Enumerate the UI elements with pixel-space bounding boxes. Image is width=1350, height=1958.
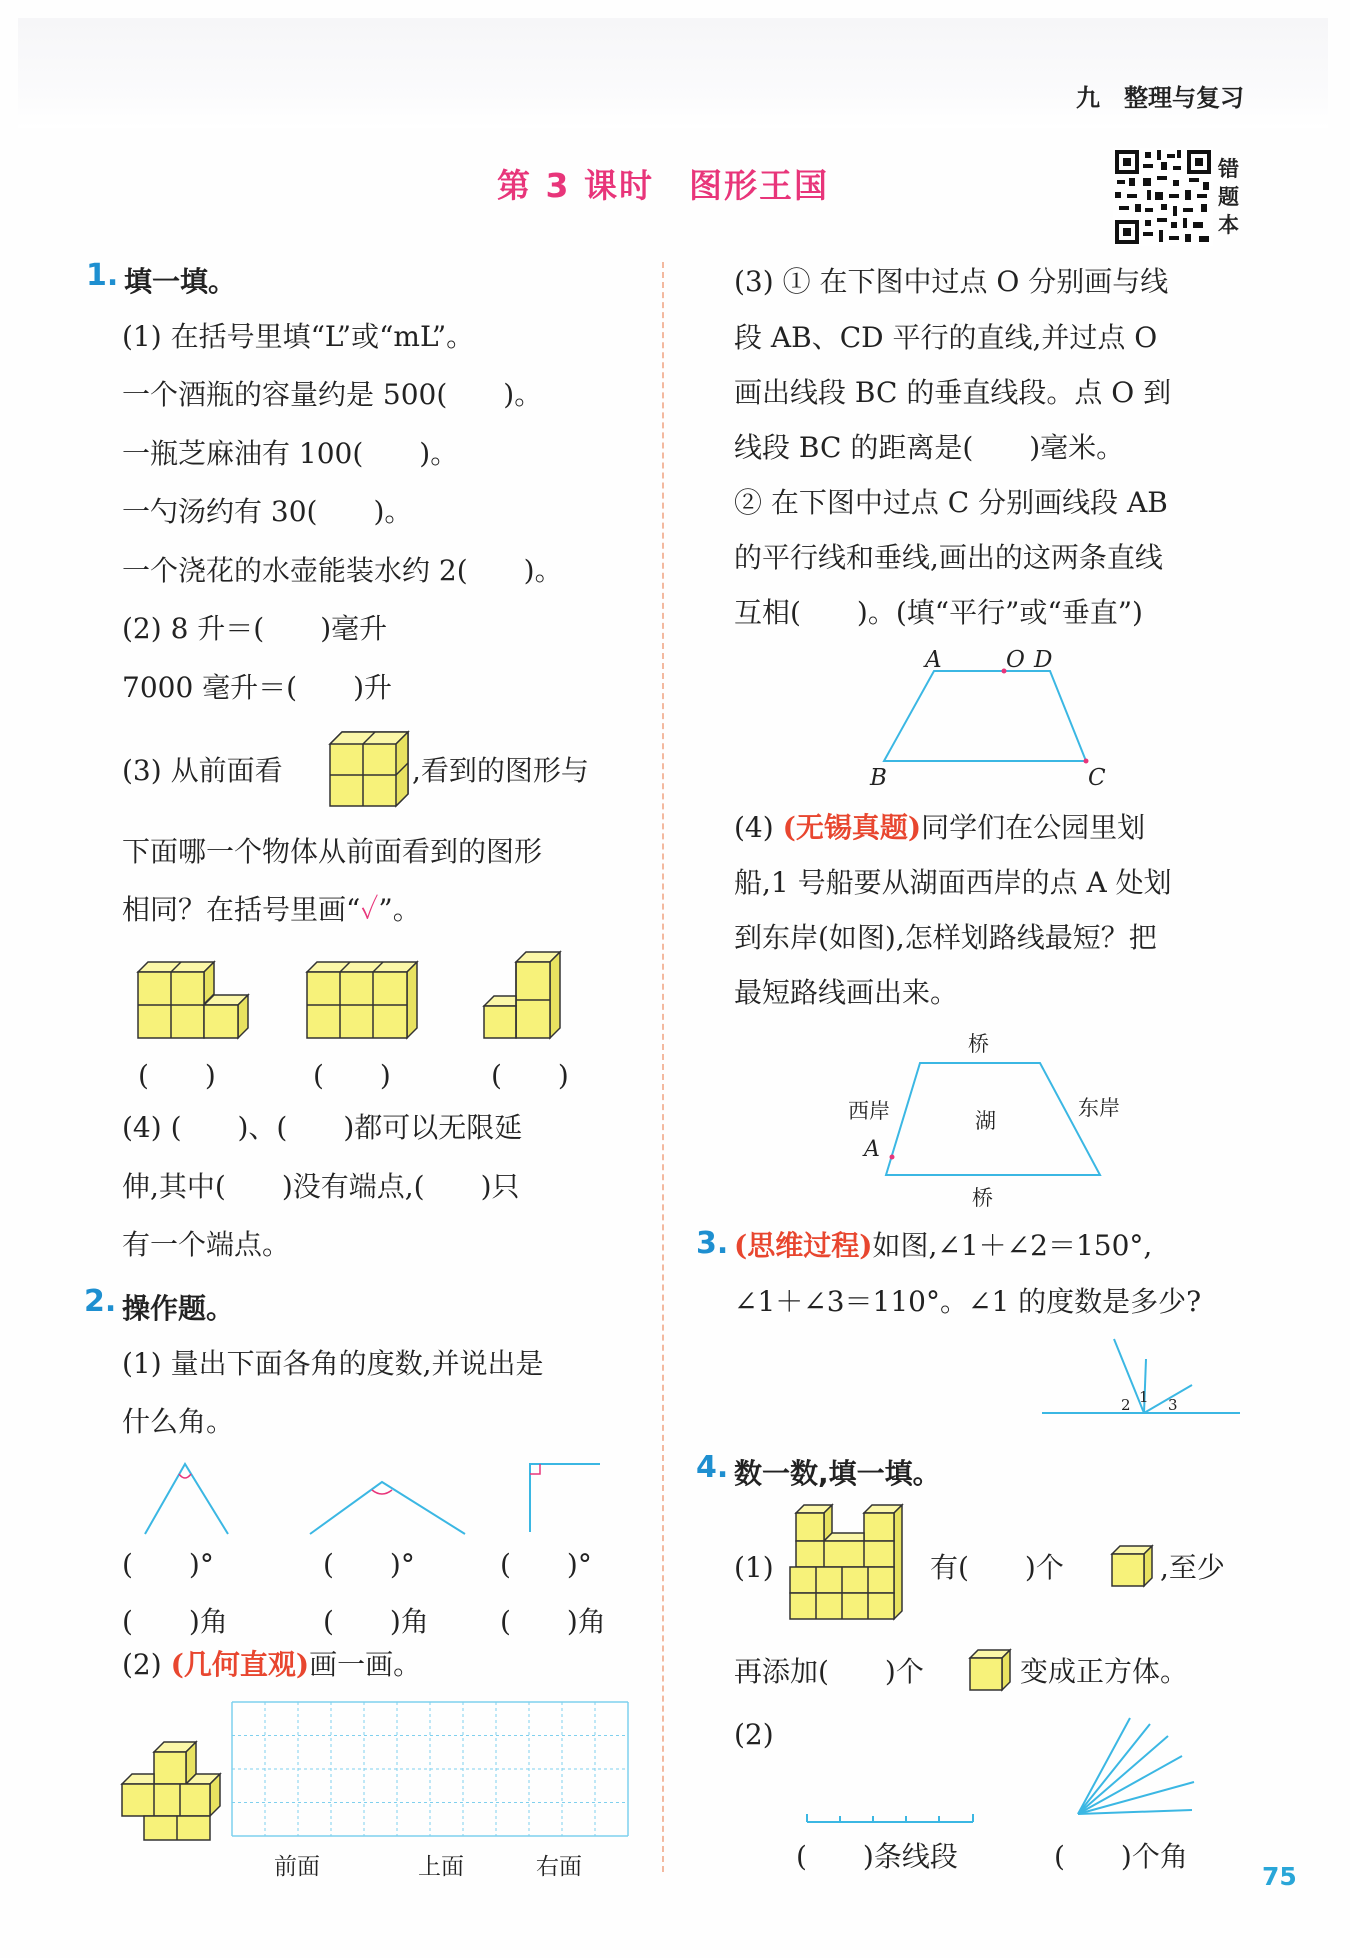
unit-cube-icon xyxy=(1110,1544,1154,1588)
q1-part1-instruction: (1) 在括号里填“L”或“mL”。 xyxy=(122,320,475,353)
q4-part1-b: ,至少 xyxy=(1160,1551,1225,1584)
angle-figures xyxy=(140,1460,600,1540)
q2-part3-line5: ② 在下图中过点 C 分别画线段 AB xyxy=(734,486,1168,519)
q1-part3-line1-pre: (3) 从前面看 xyxy=(122,754,283,787)
q2-part2-num: (2) xyxy=(122,1648,162,1681)
q4-part1-a[interactable]: 有( )个 xyxy=(930,1551,1064,1584)
angle-label-2: 2 xyxy=(1121,1396,1131,1414)
acute-angle xyxy=(145,1464,228,1534)
question-2-number: 2. xyxy=(84,1284,117,1319)
point-c-label: C xyxy=(1088,765,1106,791)
q3-line1-text: 如图,∠1＋∠2＝150°, xyxy=(872,1229,1153,1262)
question-2-title: 操作题。 xyxy=(122,1292,235,1325)
question-1-number: 1. xyxy=(86,258,119,293)
cube-front-view-figure xyxy=(328,730,410,810)
q4-part1-d: 变成正方体。 xyxy=(1020,1655,1189,1688)
angle-count-blank[interactable]: ( )个角 xyxy=(1054,1840,1188,1873)
segment-count-blank[interactable]: ( )条线段 xyxy=(796,1840,958,1873)
lesson-title: 第 3 课时 图形王国 xyxy=(497,166,829,205)
q4-part1-c[interactable]: 再添加( )个 xyxy=(734,1655,924,1688)
point-d-label: D xyxy=(1034,647,1053,673)
ray-fan-figure xyxy=(1070,1712,1200,1822)
point-o-label: O xyxy=(1006,647,1025,673)
q2-part4-line4: 最短路线画出来。 xyxy=(734,976,959,1009)
q2-part4-line1 xyxy=(734,808,1145,848)
q1-part4-line1[interactable]: (4) ( )、( )都可以无限延 xyxy=(122,1111,523,1144)
page-number: 75 xyxy=(1262,1862,1297,1891)
q1-part3-line3 xyxy=(122,890,421,930)
angle-2-degree-blank[interactable]: ( )° xyxy=(323,1548,415,1581)
lake-bridge-bottom: 桥 xyxy=(972,1186,993,1210)
q1-part1-b[interactable]: 一瓶芝麻油有 100( )。 xyxy=(122,437,459,470)
angle-label-1: 1 xyxy=(1139,1388,1149,1406)
q2-part2-line xyxy=(122,1645,421,1685)
cube-figure-3 xyxy=(482,950,578,1040)
stacked-cubes-figure xyxy=(120,1740,224,1844)
angle-2-type-blank[interactable]: ( )角 xyxy=(323,1605,429,1638)
q2-part4-num: (4) xyxy=(734,811,774,844)
lake-point-a: A xyxy=(864,1137,880,1162)
q3-tag: (思维过程) xyxy=(734,1229,873,1262)
angle-3-degree-blank[interactable]: ( )° xyxy=(500,1548,592,1581)
trapezoid-figure[interactable] xyxy=(870,645,1110,795)
angle-1-type-blank[interactable]: ( )角 xyxy=(122,1605,228,1638)
answer-blank-figure-3[interactable]: ( ) xyxy=(491,1059,569,1092)
checkmark-icon: ✓ xyxy=(360,893,379,926)
q1-part3-line2: 下面哪一个物体从前面看到的图形 xyxy=(122,835,543,868)
point-b-label: B xyxy=(870,765,887,791)
answer-blank-figure-1[interactable]: ( ) xyxy=(138,1059,216,1092)
q1-part1-a[interactable]: 一个酒瓶的容量约是 500( )。 xyxy=(122,378,543,411)
grid-label-right: 右面 xyxy=(536,1854,582,1880)
lake-bridge-top: 桥 xyxy=(968,1032,989,1056)
q2-part4-line2: 船,1 号船要从湖面西岸的点 A 处划 xyxy=(734,866,1172,899)
q2-part2-tag: (几何直观) xyxy=(170,1648,310,1681)
q4-part2-num: (2) xyxy=(734,1718,774,1751)
q2-part3-line3: 画出线段 BC 的垂直线段。点 O 到 xyxy=(734,376,1172,409)
q2-part3-line7[interactable]: 互相( )。(填“平行”或“垂直”) xyxy=(734,596,1143,629)
q2-part4-line3: 到东岸(如图),怎样划路线最短？把 xyxy=(734,921,1157,954)
q1-part1-d[interactable]: 一个浇花的水壶能装水约 2( )。 xyxy=(122,554,563,587)
q2-part3-line1: (3) ① 在下图中过点 O 分别画与线 xyxy=(734,265,1169,298)
q1-part3-line3-post: ”。 xyxy=(378,893,421,926)
qr-label: 错题本 xyxy=(1218,157,1239,237)
question-3-number: 3. xyxy=(696,1226,729,1261)
stacked-cubes-count-figure xyxy=(790,1503,915,1627)
cube-figure-1 xyxy=(136,960,254,1040)
q1-part2-b[interactable]: 7000 毫升＝( )升 xyxy=(122,671,393,704)
q1-part4-line2[interactable]: 伸,其中( )没有端点,( )只 xyxy=(122,1170,520,1203)
q1-part4-line3: 有一个端点。 xyxy=(122,1228,291,1261)
angle-1-degree-blank[interactable]: ( )° xyxy=(122,1548,214,1581)
angle-3-type-blank[interactable]: ( )角 xyxy=(500,1605,606,1638)
q2-part4-text: 同学们在公园里划 xyxy=(921,811,1146,844)
q2-part3-line4[interactable]: 线段 BC 的距离是( )毫米。 xyxy=(734,431,1125,464)
column-divider xyxy=(662,262,664,1872)
question-4-title: 数一数,填一填。 xyxy=(734,1457,941,1490)
q1-part1-c[interactable]: 一勺汤约有 30( )。 xyxy=(122,495,413,528)
grid-label-top: 上面 xyxy=(418,1854,464,1880)
q2-part1-line1: (1) 量出下面各角的度数,并说出是 xyxy=(122,1347,544,1380)
grid-label-front: 前面 xyxy=(274,1854,320,1880)
q2-part4-tag: (无锡真题) xyxy=(782,811,922,844)
question-1-title: 填一填。 xyxy=(124,265,237,298)
q1-part2-a[interactable]: (2) 8 升＝( )毫升 xyxy=(122,612,388,645)
q1-part3-line1-post: ,看到的图形与 xyxy=(412,754,589,787)
q3-line2: ∠1＋∠3＝110°。∠1 的度数是多少? xyxy=(734,1285,1202,1318)
angle-diagram xyxy=(1040,1335,1240,1419)
q3-line1 xyxy=(734,1226,1152,1266)
q2-part3-line6: 的平行线和垂线,画出的这两条直线 xyxy=(734,541,1163,574)
q2-part3-line2: 段 AB、CD 平行的直线,并过点 O xyxy=(734,321,1158,354)
drawing-grid[interactable] xyxy=(232,1702,628,1840)
q4-part1-num: (1) xyxy=(734,1551,774,1584)
lake-west-bank: 西岸 xyxy=(848,1099,890,1123)
point-a-label: A xyxy=(925,647,942,673)
q2-part1-line2: 什么角。 xyxy=(122,1405,235,1438)
lake-label: 湖 xyxy=(975,1109,996,1133)
question-4-number: 4. xyxy=(696,1450,729,1485)
answer-blank-figure-2[interactable]: ( ) xyxy=(313,1059,391,1092)
unit-cube-icon-2 xyxy=(968,1648,1012,1692)
cube-figure-2 xyxy=(305,960,421,1040)
segment-line-figure xyxy=(805,1810,975,1830)
qr-code-icon[interactable] xyxy=(1113,148,1213,246)
obtuse-angle xyxy=(310,1482,465,1534)
chapter-title: 九 整理与复习 xyxy=(1076,84,1244,112)
lake-east-bank: 东岸 xyxy=(1078,1096,1120,1120)
q2-part2-text: 画一画。 xyxy=(309,1648,422,1681)
q1-part3-line3-pre: 相同？在括号里画“ xyxy=(122,893,361,926)
angle-label-3: 3 xyxy=(1168,1396,1178,1414)
